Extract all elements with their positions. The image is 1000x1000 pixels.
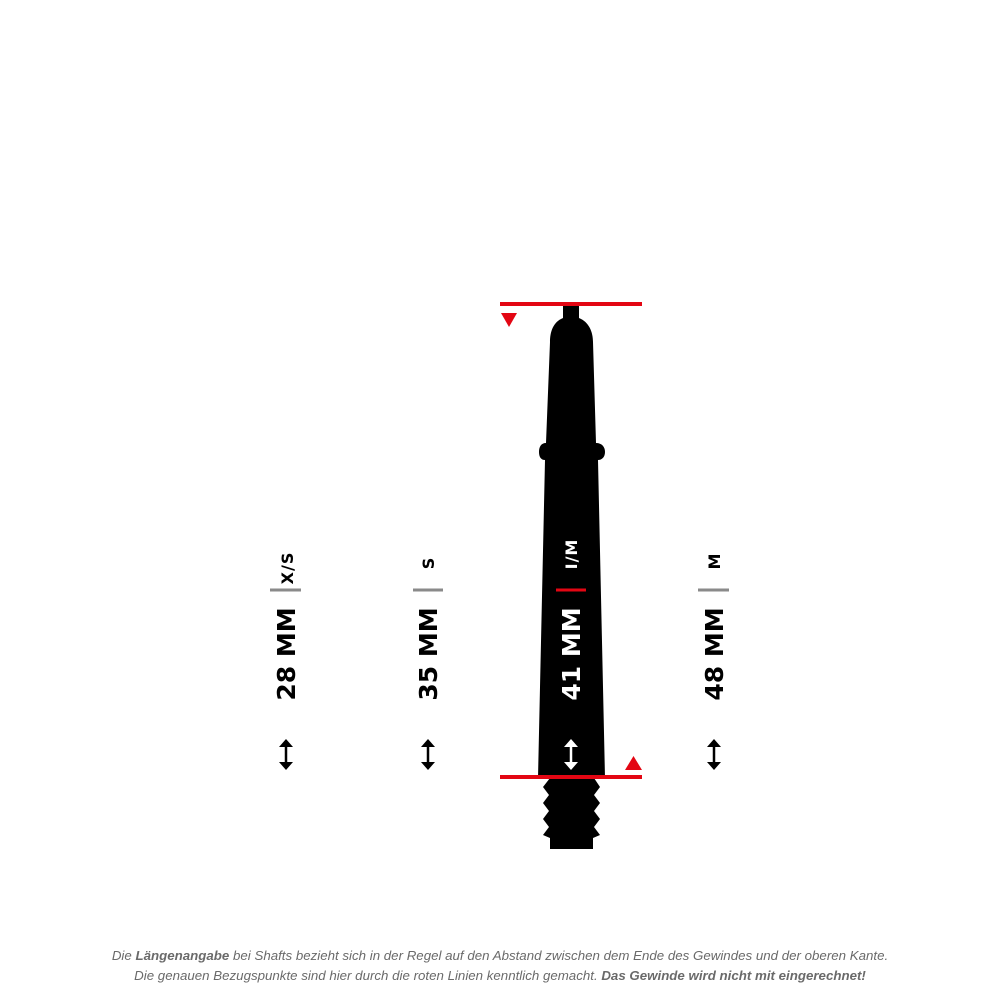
footnote-text: Die genauen Bezugspunkte sind hier durch die roten Linien kenntlich gemacht.	[134, 968, 602, 983]
footnote-line-1	[0, 946, 1000, 966]
length-label: 35 MM	[414, 607, 443, 701]
footnote-text: bei Shafts bezieht sich in der Regel auf den Abstand zwischen dem Ende des Gewindes und der oberen Kante.	[229, 948, 889, 963]
footnote	[0, 946, 1000, 986]
top-reference-marker	[501, 313, 517, 327]
size-label: I/M	[562, 538, 581, 570]
size-label: S	[419, 556, 438, 570]
length-column-m	[698, 553, 729, 770]
double-arrow-icon	[707, 739, 721, 770]
length-label: 41 MM	[557, 607, 586, 701]
size-label: M	[705, 552, 724, 570]
shaft-thread	[543, 778, 600, 849]
length-column-s	[413, 557, 443, 770]
length-label: 28 MM	[272, 607, 301, 701]
size-label: X/S	[278, 551, 297, 585]
length-column-xs	[270, 552, 301, 770]
footnote-emphasis: Das Gewinde wird nicht mit eingerechnet!	[601, 968, 866, 983]
bottom-reference-marker	[625, 756, 642, 770]
length-label: 48 MM	[700, 607, 729, 701]
footnote-emphasis: Längenangabe	[135, 948, 230, 963]
double-arrow-icon	[421, 739, 435, 770]
double-arrow-icon	[279, 739, 293, 770]
footnote-line-2	[0, 966, 1000, 986]
footnote-text: Die	[111, 948, 136, 963]
